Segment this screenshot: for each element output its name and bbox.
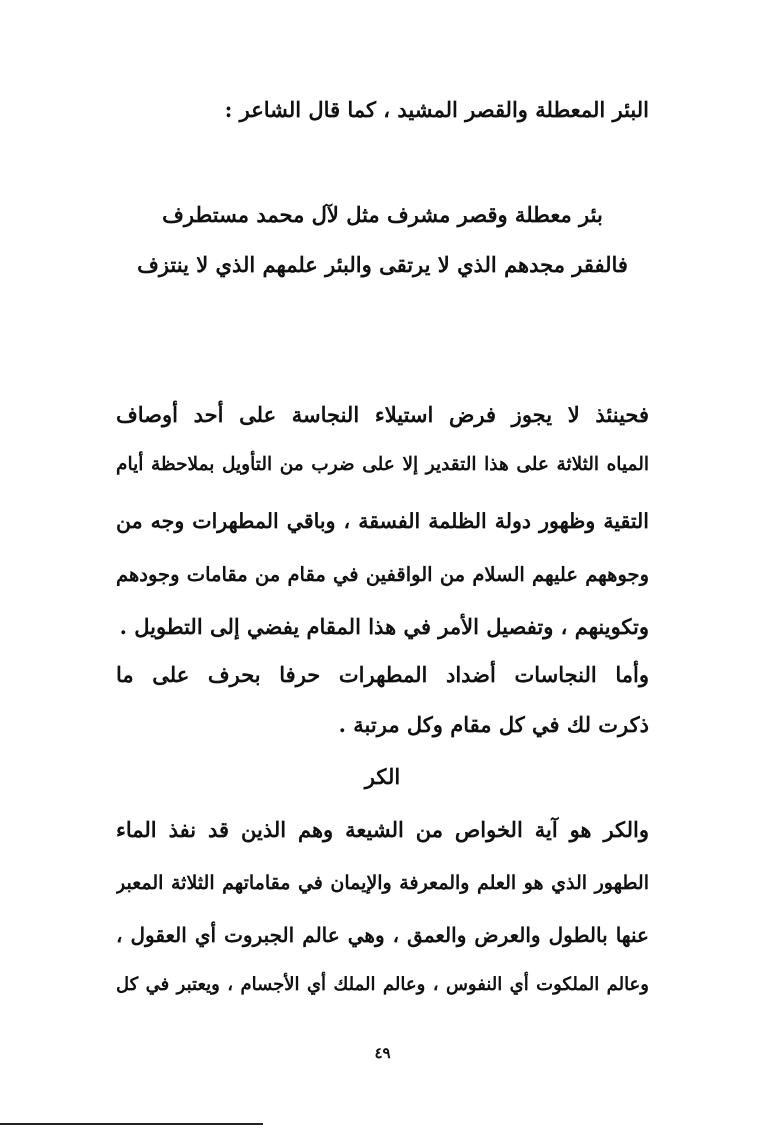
paragraph3-line-3: عنها بالطول والعرض والعمق ، وهي عالم الجبروت أي العقول ،: [116, 923, 649, 947]
section-heading: الكر: [364, 764, 401, 789]
poem-verse-1: بئر معطلة وقصر مشرف مثل لآل محمد مستطرف: [162, 202, 603, 227]
page-number: ٤٩: [374, 1044, 391, 1062]
paragraph1-line-1: فحينئذ لا يجوز فرض استيلاء النجاسة على أحد أوصاف: [116, 402, 649, 427]
paragraph1-line-5: وتكوينهم ، وتفصيل الأمر في هذا المقام يفضي إلى التطويل .: [119, 614, 649, 639]
paragraph2-line-1: وأما النجاسات أضداد المطهرات حرفا بحرف على ما: [116, 662, 649, 687]
paragraph3-line-2: الطهور الذي هو العلم والمعرفة والإيمان في مقاماتهم الثلاثة المعبر: [116, 872, 649, 894]
intro-line: البئر المعطلة والقصر المشيد ، كما قال الشاعر :: [224, 97, 649, 122]
footer-rule: [0, 1123, 263, 1125]
paragraph1-line-3: التقية وظهور دولة الظلمة الفسقة ، وباقي المطهرات وجه من: [116, 509, 649, 533]
paragraph3-line-4: وعالم الملكوت أي النفوس ، وعالم الملك أي الأجسام ، ويعتبر في كل: [116, 974, 649, 995]
paragraph1-line-2: المياه الثلاثة على هذا التقدير إلا على ضرب من التأويل بملاحظة أيام: [116, 454, 649, 475]
paragraph2-line-2: ذكرت لك في كل مقام وكل مرتبة .: [338, 712, 649, 737]
paragraph1-line-4: وجوههم عليهم السلام من الواقفين في مقام من مقامات وجودهم: [116, 563, 649, 586]
paragraph3-line-1: والكر هو آية الخواص من الشيعة وهم الذين قد نفذ الماء: [116, 817, 649, 842]
poem-verse-2: فالفقر مجدهم الذي لا يرتقى والبئر علمهم الذي لا ينتزف: [137, 252, 628, 277]
